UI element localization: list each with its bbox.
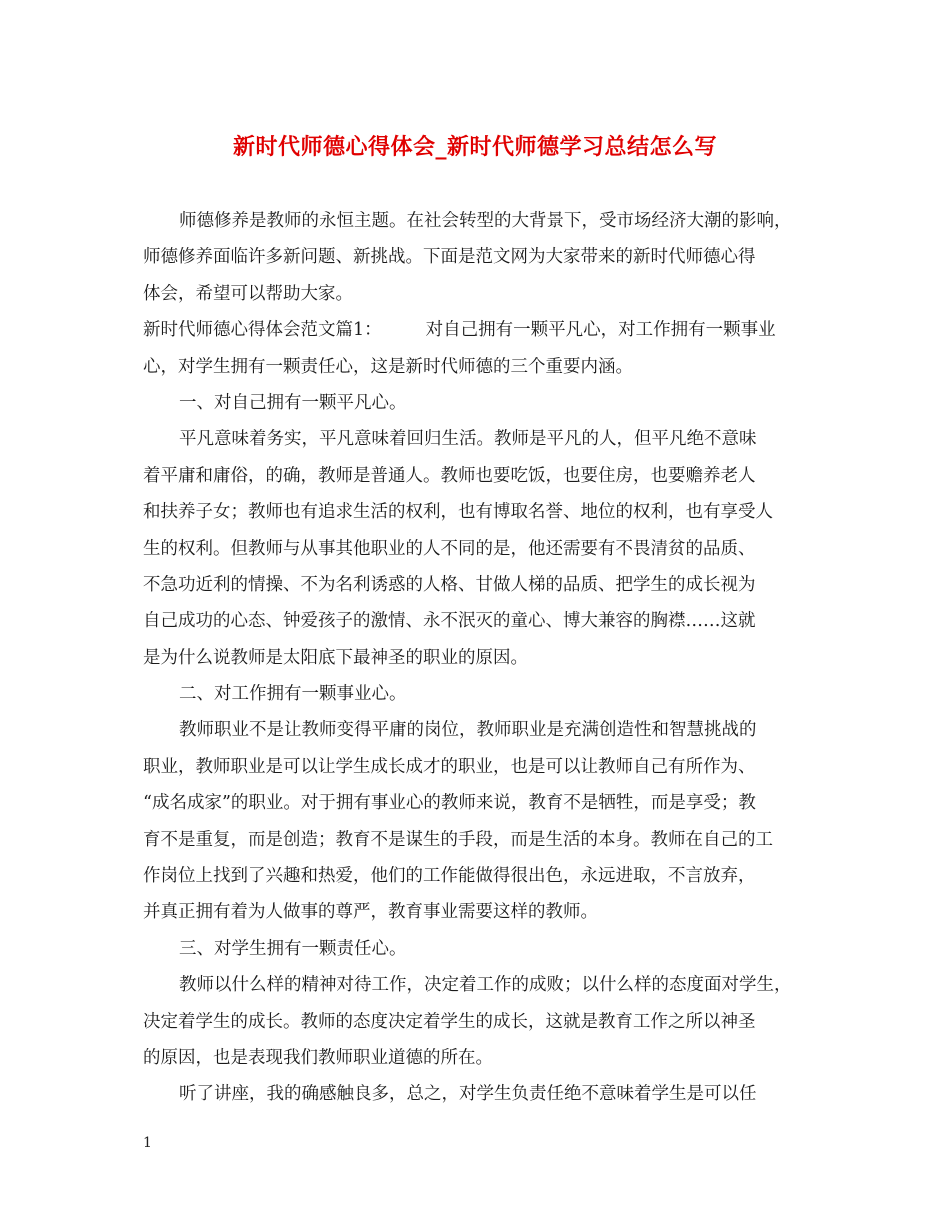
text-line: 师德修养面临许多新问题、新挑战。下面是范文网为大家带来的新时代师德心得 (143, 247, 756, 268)
text-line: 作岗位上找到了兴趣和热爱，他们的工作能做得很出色，永远进取，不言放弃， (143, 866, 756, 887)
document-title: 新时代师德心得体会_新时代师德学习总结怎么写 (232, 134, 717, 160)
subheading-2: 二、对工作拥有一颗事业心。 (179, 684, 407, 705)
subheading-3: 三、对学生拥有一颗责任心。 (179, 938, 407, 959)
text-line: “成名成家”的职业。对于拥有事业心的教师来说，教育不是牺牲，而是享受；教 (143, 793, 756, 814)
document-body (143, 203, 823, 1113)
text-line: 心，对学生拥有一颗责任心，这是新时代师德的三个重要内涵。 (143, 356, 633, 377)
text-line: 并真正拥有着为人做事的尊严，教育事业需要这样的教师。 (143, 902, 598, 923)
text-segment: 对自己拥有一颗平凡心，对工作拥有一颗事业 (425, 320, 776, 341)
text-line: 生的权利。但教师与从事其他职业的人不同的是，他还需要有不畏清贫的品质、 (143, 538, 756, 559)
text-line: 师德修养是教师的永恒主题。在社会转型的大背景下，受市场经济大潮的影响， (179, 211, 792, 231)
text-line: 和扶养子女；教师也有追求生活的权利，也有博取名誉、地位的权利，也有享受人 (143, 502, 773, 523)
text-line: 平凡意味着务实，平凡意味着回归生活。教师是平凡的人，但平凡绝不意味 (179, 429, 757, 450)
text-line: 自己成功的心态、钟爱孩子的激情、永不泯灭的童心、博大兼容的胸襟……这就 (143, 611, 756, 632)
text-line: 职业，教师职业是可以让学生成长成才的职业，也是可以让教师自己有所作为、 (143, 756, 756, 777)
page-number: 1 (143, 1135, 152, 1151)
text-line: 体会，希望可以帮助大家。 (143, 283, 353, 304)
text-line: 听了讲座，我的确感触良多，总之，对学生负责任绝不意味着学生是可以任 (179, 1084, 757, 1105)
text-line: 不急功近利的情操、不为名利诱惑的人格、甘做人梯的品质、把学生的成长视为 (143, 574, 756, 595)
text-line: 教师以什么样的精神对待工作，决定着工作的成败；以什么样的态度面对学生， (179, 975, 792, 996)
text-line: 的原因，也是表现我们教师职业道德的所在。 (143, 1047, 493, 1068)
text-line: 决定着学生的成长。教师的态度决定着学生的成长，这就是教育工作之所以神圣 (143, 1011, 756, 1032)
subheading-1: 一、对自己拥有一颗平凡心。 (179, 392, 407, 413)
text-line: 育不是重复，而是创造；教育不是谋生的手段，而是生活的本身。教师在自己的工 (143, 829, 773, 850)
text-line-combined (143, 312, 823, 348)
text-line: 是为什么说教师是太阳底下最神圣的职业的原因。 (143, 647, 528, 668)
section-heading-sample-1: 新时代师德心得体会范文篇1： (143, 320, 382, 341)
text-line: 教师职业不是让教师变得平庸的岗位，教师职业是充满创造性和智慧挑战的 (179, 720, 757, 741)
text-line: 着平庸和庸俗，的确，教师是普通人。教师也要吃饭，也要住房，也要赡养老人 (143, 465, 756, 486)
